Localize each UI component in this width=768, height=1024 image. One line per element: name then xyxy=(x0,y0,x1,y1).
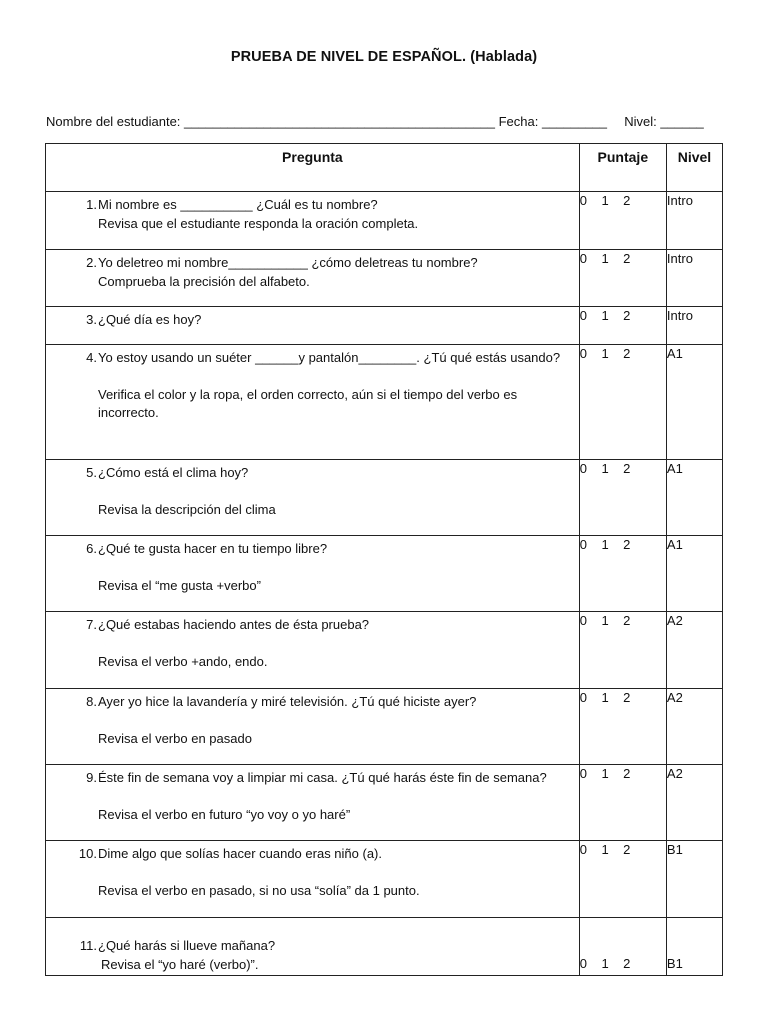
question-text: Éste fin de semana voy a limpiar mi casa. ¿Tú qué harás éste fin de semana? xyxy=(98,770,547,785)
header-level: Nivel xyxy=(666,144,722,192)
table-row xyxy=(46,918,723,976)
header-score: Puntaje xyxy=(579,144,666,192)
student-name-label: Nombre del estudiante: xyxy=(46,114,181,129)
score-options[interactable]: 0 1 2 xyxy=(579,250,666,307)
question-text: Dime algo que solías hacer cuando eras niño (a). xyxy=(98,846,382,861)
question-text: Ayer yo hice la lavandería y miré televisión. ¿Tú qué hiciste ayer? xyxy=(98,694,477,709)
date-blank[interactable]: _________ xyxy=(541,114,608,129)
question-text: ¿Qué te gusta hacer en tu tiempo libre? xyxy=(98,541,328,556)
question-number: 5. xyxy=(86,465,97,480)
table-row xyxy=(46,612,723,689)
level-value: B1 xyxy=(666,841,722,918)
question-note: Revisa el verbo en futuro “yo voy o yo haré” xyxy=(98,806,351,822)
question-note: Revisa el verbo +ando, endo. xyxy=(98,653,268,669)
level-value: Intro xyxy=(666,192,722,250)
level-value: Intro xyxy=(666,307,722,345)
question-number: 3. xyxy=(86,312,97,327)
question-text: Yo deletreo mi nombre___________ ¿cómo deletreas tu nombre? xyxy=(98,255,478,270)
level-blank[interactable]: ______ xyxy=(660,114,704,129)
question-text: Mi nombre es __________ ¿Cuál es tu nombre? xyxy=(98,197,378,212)
level-value: A1 xyxy=(666,460,722,536)
question-text: Yo estoy usando un suéter ______y pantalón________. ¿Tú qué estás usando? xyxy=(98,350,561,365)
table-row xyxy=(46,345,723,460)
student-name-blank[interactable]: ___________________________________________ xyxy=(184,114,495,129)
table-row xyxy=(46,307,723,345)
question-note: Revisa el “me gusta +verbo” xyxy=(98,577,261,593)
level-value: A1 xyxy=(666,536,722,612)
score-options[interactable]: 0 1 2 xyxy=(579,536,666,612)
question-number: 7. xyxy=(86,617,97,632)
score-options[interactable]: 0 1 2 xyxy=(579,345,666,460)
level-label: Nivel: xyxy=(624,114,657,129)
score-options[interactable]: 0 1 2 xyxy=(579,918,666,976)
header-question: Pregunta xyxy=(46,144,580,192)
score-options[interactable]: 0 1 2 xyxy=(579,689,666,765)
question-number: 9. xyxy=(86,770,97,785)
date-label: Fecha: xyxy=(498,114,539,129)
question-note: Verifica el color y la ropa, el orden correcto, aún si el tiempo del verbo es incorrecto. xyxy=(98,386,518,420)
question-number: 6. xyxy=(86,541,97,556)
score-options[interactable]: 0 1 2 xyxy=(579,460,666,536)
student-info-line xyxy=(46,114,726,129)
table-row xyxy=(46,536,723,612)
question-text: ¿Qué día es hoy? xyxy=(98,312,202,327)
score-options[interactable]: 0 1 2 xyxy=(579,192,666,250)
question-note: Revisa el “yo haré (verbo)”. xyxy=(101,956,259,972)
page-title: PRUEBA DE NIVEL DE ESPAÑOL. (Hablada) xyxy=(230,49,538,65)
question-note: Comprueba la precisión del alfabeto. xyxy=(98,273,310,289)
level-value: Intro xyxy=(666,250,722,307)
table-row xyxy=(46,689,723,765)
score-options[interactable]: 0 1 2 xyxy=(579,765,666,841)
table-row xyxy=(46,460,723,536)
question-note: Revisa el verbo en pasado xyxy=(98,730,252,746)
table-header-row xyxy=(46,144,723,192)
table-row xyxy=(46,765,723,841)
question-note: Revisa la descripción del clima xyxy=(98,501,276,517)
level-value: A2 xyxy=(666,689,722,765)
level-value: B1 xyxy=(666,918,722,976)
question-number: 4. xyxy=(86,350,97,365)
question-note: Revisa el verbo en pasado, si no usa “solía” da 1 punto. xyxy=(98,882,420,898)
table-row xyxy=(46,192,723,250)
score-options[interactable]: 0 1 2 xyxy=(579,841,666,918)
question-text: ¿Qué harás si llueve mañana? xyxy=(98,938,276,953)
level-value: A2 xyxy=(666,765,722,841)
table-row xyxy=(46,250,723,307)
question-number: 2. xyxy=(86,255,97,270)
question-number: 10. xyxy=(78,846,97,861)
test-table xyxy=(45,143,723,976)
question-note: Revisa que el estudiante responda la oración completa. xyxy=(98,215,419,231)
question-text: ¿Qué estabas haciendo antes de ésta prueba? xyxy=(98,617,370,632)
question-text: ¿Cómo está el clima hoy? xyxy=(98,465,249,480)
table-row xyxy=(46,841,723,918)
level-value: A2 xyxy=(666,612,722,689)
question-number: 1. xyxy=(86,197,97,212)
question-number: 11. xyxy=(79,938,97,953)
score-options[interactable]: 0 1 2 xyxy=(579,307,666,345)
question-number: 8. xyxy=(86,694,97,709)
level-value: A1 xyxy=(666,345,722,460)
score-options[interactable]: 0 1 2 xyxy=(579,612,666,689)
